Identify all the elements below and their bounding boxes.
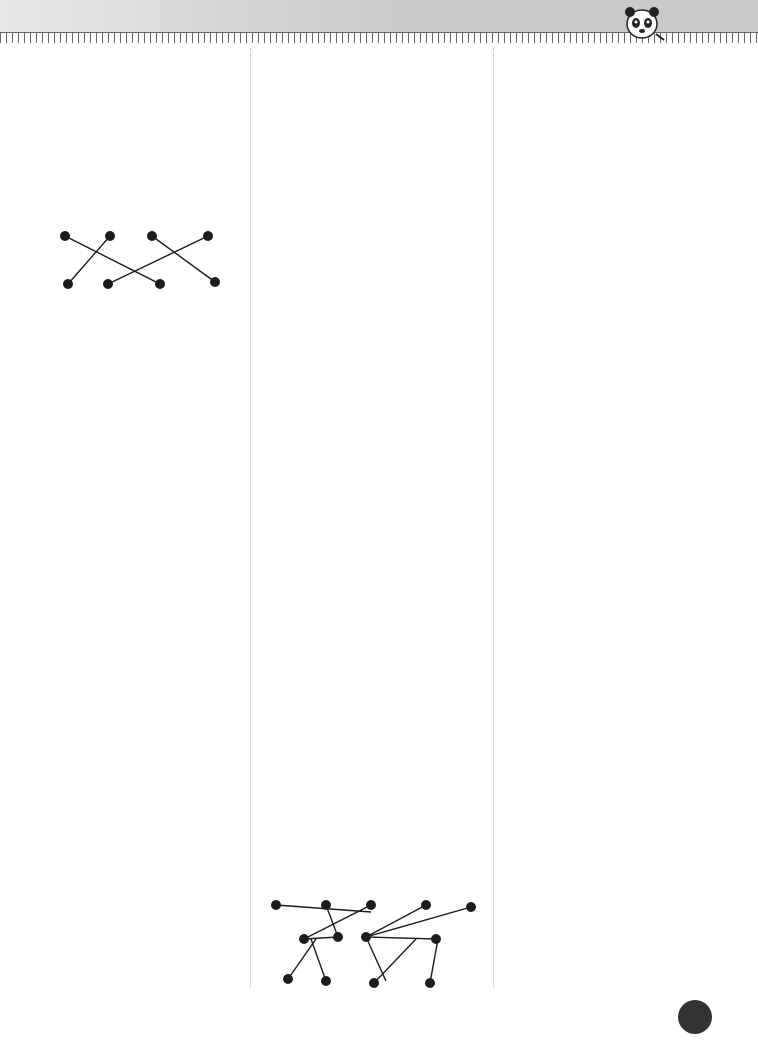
page-number-badge	[678, 1000, 712, 1034]
matching-diagram-1	[40, 222, 230, 296]
column-divider-1	[250, 48, 251, 988]
matching-diagram-2	[266, 895, 486, 991]
page-header	[0, 0, 758, 44]
column-divider-2	[493, 48, 494, 988]
header-band-gradient	[0, 0, 420, 32]
panda-mascot-icon	[620, 4, 666, 44]
